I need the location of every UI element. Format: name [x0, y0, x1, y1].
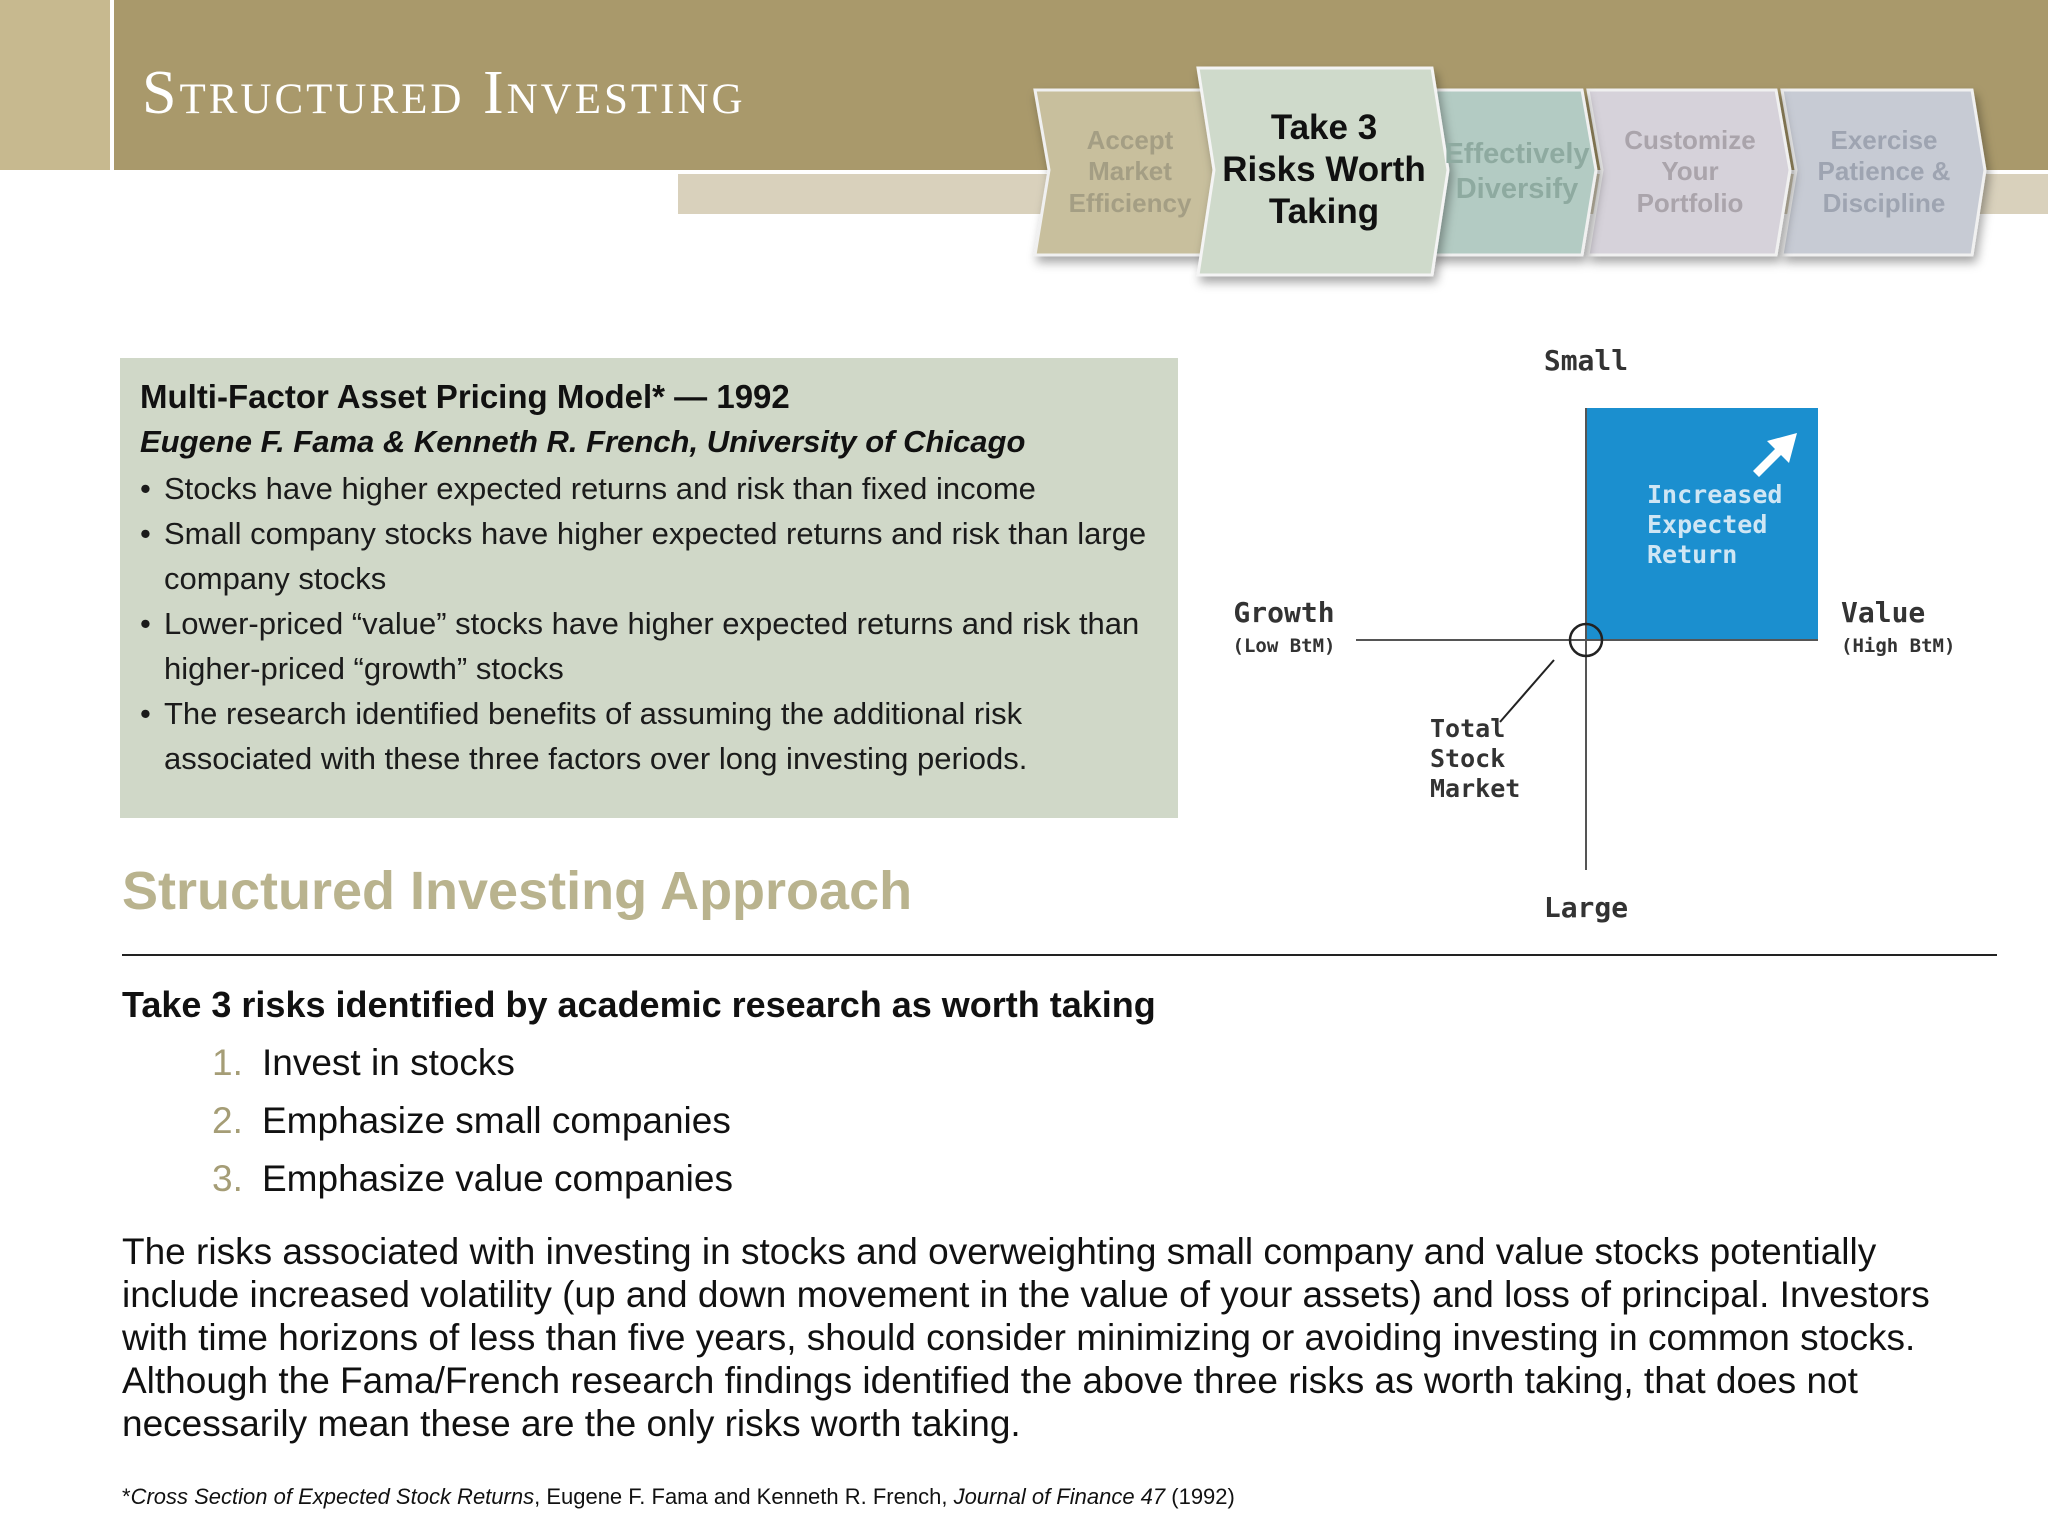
item-text: Emphasize small companies [262, 1100, 731, 1141]
step-4-label: Customize Your Portfolio [1624, 125, 1756, 218]
header-corner-underline [0, 170, 110, 174]
model-box [120, 358, 1178, 818]
process-steps [1030, 60, 2020, 320]
diagram-bottom-label: Large [1543, 891, 1629, 924]
diagram-left-sublabel: (Low BtM) [1232, 635, 1336, 657]
section-divider [122, 954, 1997, 956]
numbered-item [212, 1158, 733, 1200]
diagram-right-sublabel: (High BtM) [1841, 635, 1956, 657]
step-2-label: Take 3 Risks Worth Taking [1222, 108, 1426, 231]
footnote-journal: Journal of Finance 47 [953, 1484, 1166, 1509]
item-number: 3. [212, 1158, 243, 1199]
box-label-line: Increased [1647, 480, 1783, 509]
approach-subheading: Take 3 risks identified by academic research as worth taking [122, 984, 1156, 1025]
page-title: Structured Investing [142, 59, 746, 127]
size-value-diagram [1200, 340, 2000, 940]
center-label-line: Total [1430, 714, 1506, 743]
header-corner-divider [110, 0, 114, 170]
item-text: Invest in stocks [262, 1042, 515, 1083]
item-number: 2. [212, 1100, 243, 1141]
risk-disclaimer: The risks associated with investing in stocks and overweighting small company and value stocks potentially include increased volatility (up and down movement in the value of your assets) and loss of principal. Investors with time horizons of less than five years, should consider minimizing or avoiding investing in common stocks. Although the Fama/French research findings identified the above three risks as worth taking, that does not necessarily mean these are the only risks worth taking. [122, 1231, 1930, 1444]
bullet-item: • The research identified benefits of assuming the additional risk associated with these three factors over long investing periods. [140, 691, 1158, 781]
footnote [122, 1484, 1235, 1510]
step-5-label: Exercise Patience & Discipline [1817, 125, 1951, 218]
model-title: Multi-Factor Asset Pricing Model* — 1992 [140, 378, 790, 415]
box-label-line: Return [1647, 540, 1738, 569]
model-authors: Eugene F. Fama & Kenneth R. French, University of Chicago [140, 424, 1026, 459]
model-bullets [140, 466, 1158, 781]
diagram-canvas [1200, 340, 2000, 940]
footnote-authors: , Eugene F. Fama and Kenneth R. French, [534, 1484, 954, 1509]
bullet-item: • Lower-priced “value” stocks have higher expected returns and risk than higher-priced “growth” stocks [140, 601, 1158, 691]
center-label-line: Market [1430, 774, 1521, 803]
diagram-left-label: Growth [1233, 596, 1335, 629]
item-number: 1. [212, 1042, 243, 1083]
center-label-line: Stock [1430, 744, 1506, 773]
footnote-title: Cross Section of Expected Stock Returns [130, 1484, 535, 1509]
footnote-year: (1992) [1165, 1484, 1235, 1509]
diagram-right-label: Value [1841, 596, 1926, 629]
numbered-item [212, 1100, 731, 1142]
diagram-top-label: Small [1543, 344, 1629, 377]
numbered-item [212, 1042, 515, 1084]
step-1-label: Accept Market Efficiency [1068, 125, 1192, 218]
bullet-item: • Small company stocks have higher expected returns and risk than large company stocks [140, 511, 1158, 601]
bullet-item: • Stocks have higher expected returns and risk than fixed income [140, 466, 1158, 511]
header-corner-square [0, 0, 112, 170]
box-label-line: Expected [1647, 510, 1768, 539]
approach-heading: Structured Investing Approach [122, 861, 913, 921]
leader-line [1500, 660, 1554, 722]
item-text: Emphasize value companies [262, 1158, 733, 1199]
footnote-star: * [122, 1484, 131, 1509]
step-3-label: Effectively Diversify [1444, 138, 1590, 205]
